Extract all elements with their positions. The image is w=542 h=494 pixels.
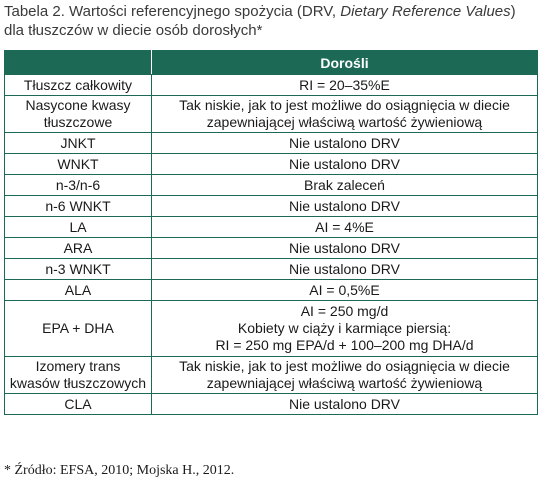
caption-prefix: Tabela 2. Wartości referencyjnego spożycia (DRV, xyxy=(4,3,341,20)
header-empty-cell xyxy=(5,51,152,75)
row-label: n-3/n-6 xyxy=(5,175,152,196)
row-value: Tak niskie, jak to jest możliwe do osiągnięcia w diecie zapewniającej właściwą wartość żywieniową xyxy=(152,96,538,133)
row-value: Nie ustalono DRV xyxy=(152,133,538,154)
row-value: AI = 250 mg/d Kobiety w ciąży i karmiące piersią: RI = 250 mg EPA/d + 100–200 mg DHA/d xyxy=(152,301,538,357)
row-label: n-6 WNKT xyxy=(5,196,152,217)
row-value: AI = 0,5%E xyxy=(152,280,538,301)
row-label: JNKT xyxy=(5,133,152,154)
row-label: CLA xyxy=(5,394,152,415)
row-value: AI = 4%E xyxy=(152,217,538,238)
row-label: ALA xyxy=(5,280,152,301)
row-label: EPA + DHA xyxy=(5,301,152,357)
table-row xyxy=(5,175,538,196)
table-row xyxy=(5,154,538,175)
row-value: RI = 20–35%E xyxy=(152,75,538,96)
row-label: Izomery trans kwasów tłuszczowych xyxy=(5,357,152,394)
row-label: LA xyxy=(5,217,152,238)
row-value: Nie ustalono DRV xyxy=(152,394,538,415)
row-value: Nie ustalono DRV xyxy=(152,154,538,175)
table-caption xyxy=(4,2,538,40)
table-row xyxy=(5,238,538,259)
row-label: Nasycone kwasy tłuszczowe xyxy=(5,96,152,133)
row-label: n-3 WNKT xyxy=(5,259,152,280)
row-value: Tak niskie, jak to jest możliwe do osiągnięcia w diecie zapewniającej właściwą wartość żywieniową xyxy=(152,357,538,394)
caption-suffix: ) dla tłuszczów w diecie osób dorosłych* xyxy=(4,3,516,39)
table-row xyxy=(5,394,538,415)
row-label: WNKT xyxy=(5,154,152,175)
table-row xyxy=(5,96,538,133)
row-label: Tłuszcz całkowity xyxy=(5,75,152,96)
table-row xyxy=(5,75,538,96)
header-adults: Dorośli xyxy=(152,51,538,75)
table-row xyxy=(5,357,538,394)
caption-italic: Dietary Reference Values xyxy=(340,3,511,20)
row-value: Nie ustalono DRV xyxy=(152,196,538,217)
row-value: Nie ustalono DRV xyxy=(152,238,538,259)
row-label: ARA xyxy=(5,238,152,259)
table-row xyxy=(5,259,538,280)
table-row xyxy=(5,217,538,238)
row-value: Nie ustalono DRV xyxy=(152,259,538,280)
footnote: * Źródło: EFSA, 2010; Mojska H., 2012. xyxy=(4,463,235,478)
table-frame xyxy=(4,50,537,415)
table-row xyxy=(5,301,538,357)
table-row xyxy=(5,196,538,217)
table-row xyxy=(5,280,538,301)
header-row xyxy=(5,51,538,75)
table-body xyxy=(5,75,538,415)
row-value: Brak zaleceń xyxy=(152,175,538,196)
table-row xyxy=(5,133,538,154)
drv-table xyxy=(4,50,538,415)
